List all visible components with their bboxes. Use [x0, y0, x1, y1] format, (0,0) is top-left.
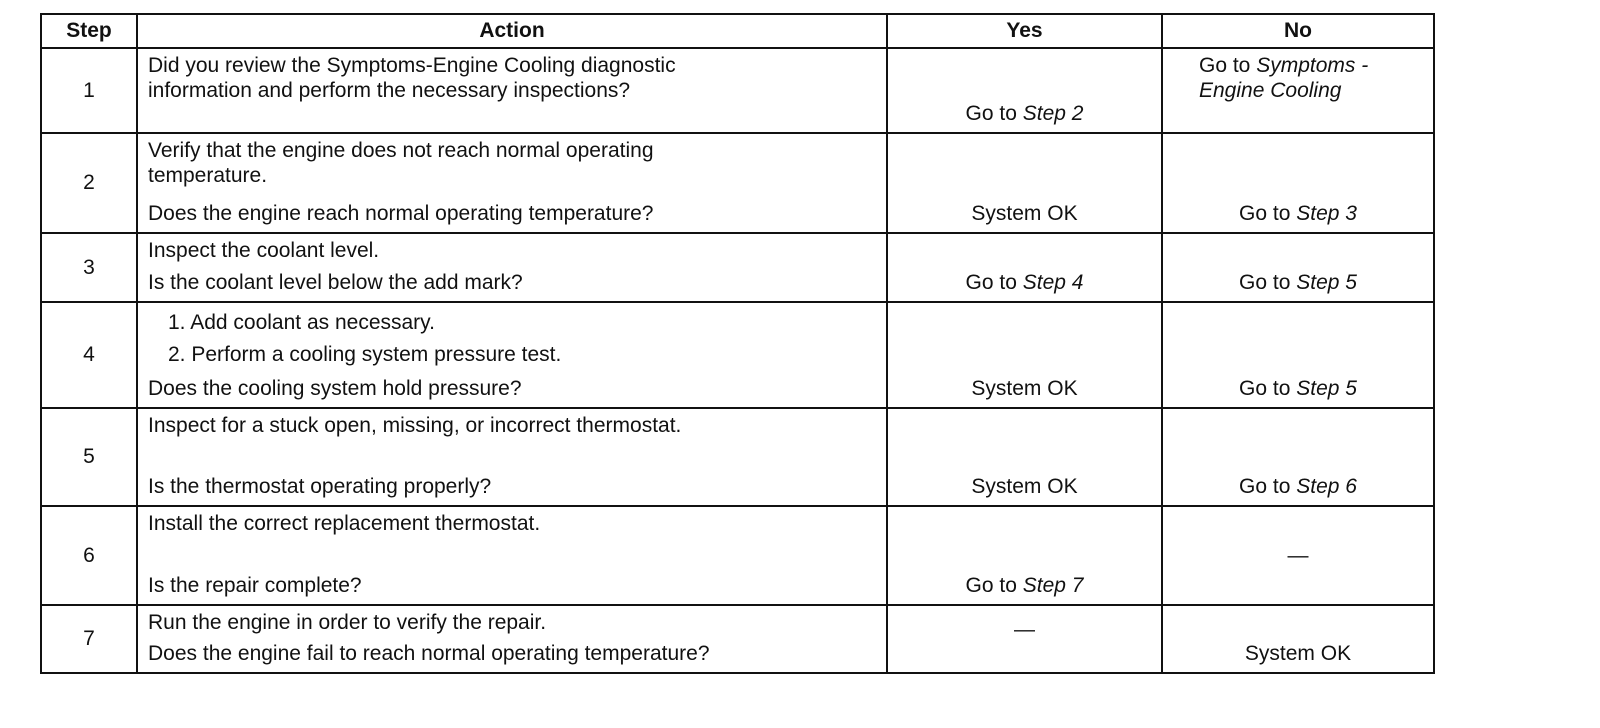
action-cell: [137, 408, 887, 506]
step-reference[interactable]: Step 7: [1022, 574, 1084, 597]
list-item: 1. Add coolant as necessary.: [168, 311, 435, 334]
yes-result: System OK: [971, 202, 1078, 225]
table-row: [41, 605, 1434, 673]
header-yes: Yes: [887, 14, 1162, 48]
yes-result: Go to Step 2: [965, 102, 1084, 125]
yes-result: Go to Step 7: [965, 574, 1084, 597]
step-reference[interactable]: Step 6: [1296, 475, 1357, 498]
no-cell: [1162, 408, 1434, 506]
step-reference[interactable]: Step 4: [1022, 271, 1084, 294]
question-text: Is the thermostat operating properly?: [148, 475, 492, 498]
step-reference[interactable]: Step 2: [1022, 102, 1084, 125]
no-cell: [1162, 302, 1434, 408]
yes-cell: [887, 506, 1162, 605]
step-reference[interactable]: Step 3: [1296, 202, 1357, 225]
no-result: Go to Symptoms -: [1199, 54, 1369, 77]
action-text: Install the correct replacement thermostat.: [148, 512, 541, 535]
yes-cell: [887, 133, 1162, 233]
no-cell: [1162, 605, 1434, 673]
header-row: [41, 14, 1434, 48]
step-reference[interactable]: Step 5: [1296, 377, 1357, 400]
no-result: —: [1287, 543, 1309, 567]
table-row: [41, 133, 1434, 233]
question-text: Does the engine fail to reach normal operating temperature?: [148, 642, 710, 665]
no-cell: [1162, 133, 1434, 233]
action-text: Inspect for a stuck open, missing, or incorrect thermostat.: [148, 414, 682, 437]
action-cell: [137, 506, 887, 605]
table-row: [41, 506, 1434, 605]
question-text: Does the engine reach normal operating temperature?: [148, 202, 654, 225]
yes-cell: [887, 302, 1162, 408]
header-no: No: [1162, 14, 1434, 48]
reference-link[interactable]: Engine Cooling: [1199, 79, 1342, 102]
no-cell: [1162, 233, 1434, 302]
action-cell: [137, 302, 887, 408]
no-result: Go to Step 6: [1239, 475, 1357, 498]
diagnostic-table: [40, 13, 1435, 674]
action-cell: [137, 233, 887, 302]
yes-cell: [887, 233, 1162, 302]
yes-result: —: [1014, 618, 1035, 641]
question-text: Is the repair complete?: [148, 574, 362, 597]
table-row: [41, 302, 1434, 408]
action-cell: [137, 605, 887, 673]
yes-cell: [887, 605, 1162, 673]
action-cell: [137, 48, 887, 133]
action-text: Inspect the coolant level.: [148, 239, 380, 262]
action-text: Run the engine in order to verify the repair.: [148, 611, 547, 634]
no-result: Go to Step 3: [1239, 202, 1357, 225]
question-text: Does the cooling system hold pressure?: [148, 377, 522, 400]
step-number: 4: [41, 302, 137, 408]
table-row: [41, 233, 1434, 302]
step-number: 1: [41, 48, 137, 133]
step-reference[interactable]: Step 5: [1296, 271, 1357, 294]
header-action: Action: [137, 14, 887, 48]
step-number: 5: [41, 408, 137, 506]
action-text: temperature.: [148, 164, 268, 187]
no-cell: [1162, 48, 1434, 133]
table-row: [41, 408, 1434, 506]
yes-result: Go to Step 4: [965, 271, 1084, 294]
action-text: Did you review the Symptoms-Engine Cooling diagnostic: [148, 54, 676, 77]
yes-result: System OK: [971, 377, 1078, 400]
question-text: Is the coolant level below the add mark?: [148, 271, 523, 294]
action-text: Verify that the engine does not reach normal operating: [148, 139, 654, 162]
action-text: information and perform the necessary inspections?: [148, 79, 631, 102]
step-number: 6: [41, 506, 137, 605]
no-cell: [1162, 506, 1434, 605]
table-row: [41, 48, 1434, 133]
header-step: Step: [41, 14, 137, 48]
action-cell: [137, 133, 887, 233]
yes-result: System OK: [971, 475, 1078, 498]
yes-cell: [887, 48, 1162, 133]
step-number: 7: [41, 605, 137, 673]
list-item: 2. Perform a cooling system pressure test.: [168, 343, 562, 366]
no-result: Go to Step 5: [1239, 271, 1357, 294]
reference-link[interactable]: Symptoms -: [1256, 54, 1369, 77]
no-result: System OK: [1244, 642, 1352, 665]
yes-cell: [887, 408, 1162, 506]
step-number: 2: [41, 133, 137, 233]
no-result: Go to Step 5: [1239, 377, 1357, 400]
step-number: 3: [41, 233, 137, 302]
